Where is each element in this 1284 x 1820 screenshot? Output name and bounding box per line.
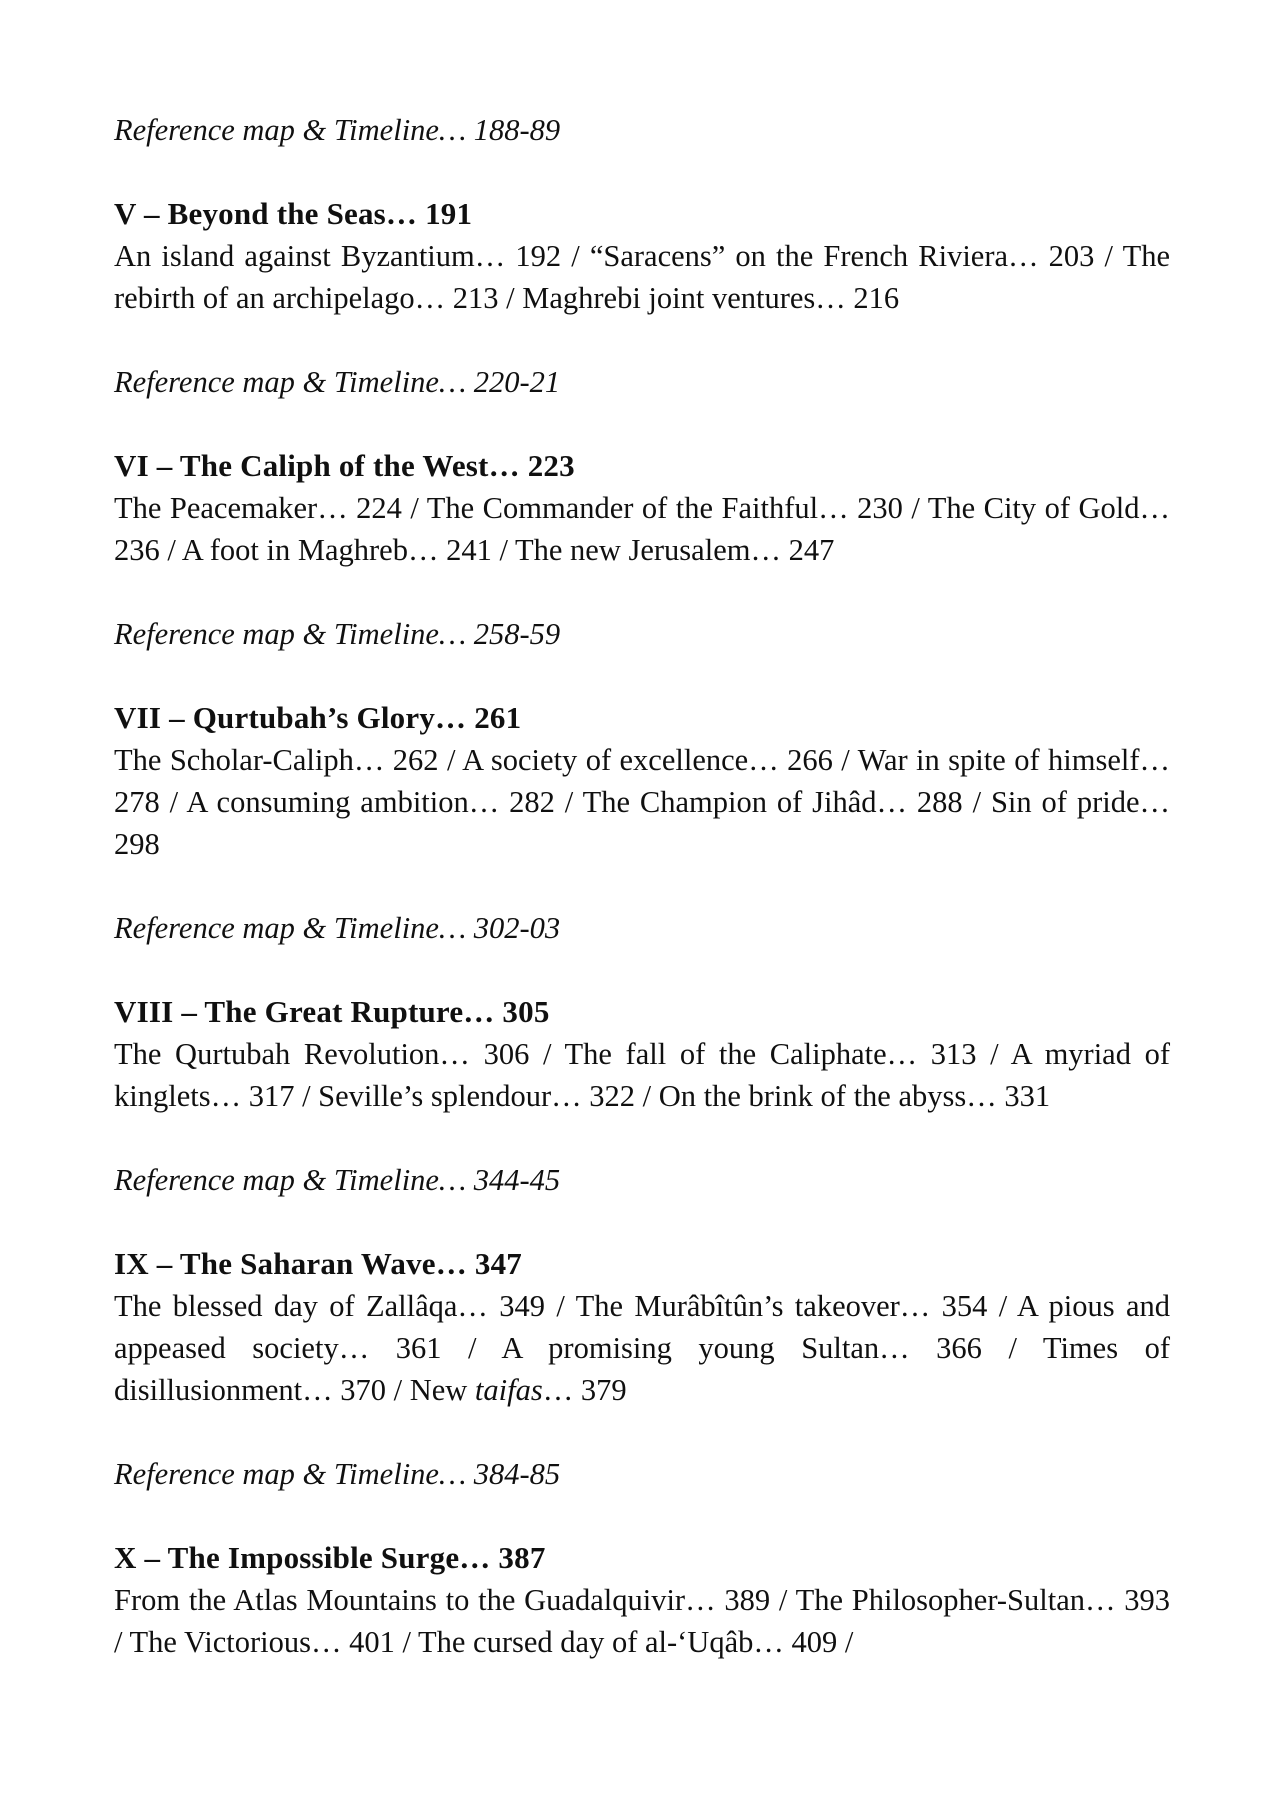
reference-line: Reference map & Timeline… 188-89: [114, 113, 561, 147]
chapter-subsections: The blessed day of Zallâqa… 349 / The Murâbîtûn’s takeover… 354 / A pious and appeased society… 361 / A promising young Sultan… 366 / Times of disillusionment… 370 / New taifas… 379: [114, 1289, 1170, 1407]
toc-section-vi: [114, 445, 1170, 571]
toc-section-x: [114, 1537, 1170, 1663]
chapter-subsections: The Peacemaker… 224 / The Commander of the Faithful… 230 / The City of Gold… 236 / A foot in Maghreb… 241 / The new Jerusalem… 247: [114, 491, 1170, 567]
reference-line: Reference map & Timeline… 258-59: [114, 617, 561, 651]
chapter-subsections: An island against Byzantium… 192 / “Saracens” on the French Riviera… 203 / The rebirth of an archipelago… 213 / Maghrebi joint ventures… 216: [114, 239, 1170, 315]
chapter-heading: V – Beyond the Seas… 191: [114, 196, 473, 231]
toc-section-viii: [114, 991, 1170, 1117]
toc-section-ix: [114, 1243, 1170, 1411]
chapter-subsections: From the Atlas Mountains to the Guadalquivir… 389 / The Philosopher-Sultan… 393 / The Victorious… 401 / The cursed day of al-‘Uqâb… 409 /: [114, 1583, 1170, 1659]
chapter-subsections: The Qurtubah Revolution… 306 / The fall of the Caliphate… 313 / A myriad of kinglets… 317 / Seville’s splendour… 322 / On the brink of the abyss… 331: [114, 1037, 1170, 1113]
chapter-heading: IX – The Saharan Wave… 347: [114, 1246, 522, 1281]
reference-line: Reference map & Timeline… 344-45: [114, 1163, 561, 1197]
chapter-subsections: The Scholar-Caliph… 262 / A society of excellence… 266 / War in spite of himself… 278 / A consuming ambition… 282 / The Champion of Jihâd… 288 / Sin of pride… 298: [114, 743, 1170, 861]
reference-line: Reference map & Timeline… 302-03: [114, 911, 561, 945]
toc-section-vii: [114, 697, 1170, 865]
reference-line: Reference map & Timeline… 220-21: [114, 365, 561, 399]
chapter-heading: VI – The Caliph of the West… 223: [114, 448, 575, 483]
chapter-heading: VIII – The Great Rupture… 305: [114, 994, 550, 1029]
chapter-heading: X – The Impossible Surge… 387: [114, 1540, 546, 1575]
reference-line: Reference map & Timeline… 384-85: [114, 1457, 561, 1491]
toc-section-v: [114, 193, 1170, 319]
chapter-heading: VII – Qurtubah’s Glory… 261: [114, 700, 522, 735]
